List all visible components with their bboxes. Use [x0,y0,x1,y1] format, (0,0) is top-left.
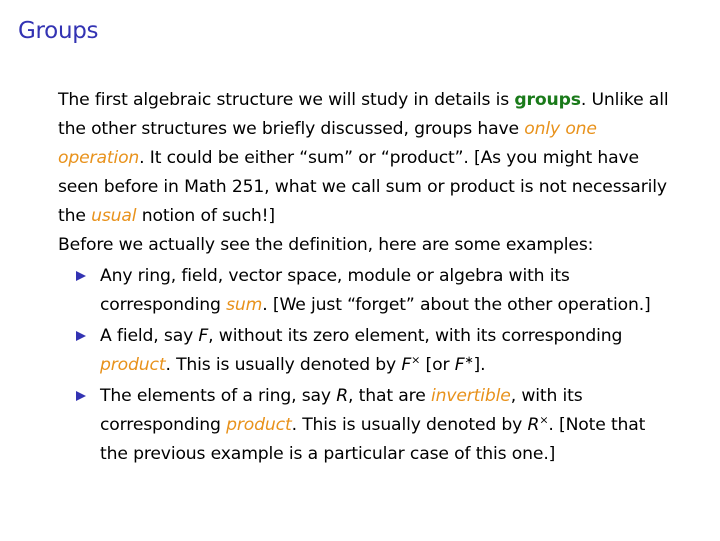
item-text: . [Note that the previous example is a particular case of this one.] [100,415,646,464]
math-symbol: R [527,415,540,435]
item-text: [or [420,355,455,375]
emphasis-one-operation: only one operation [58,119,597,168]
math-symbol: F [401,355,412,375]
item-text: . [We just “forget” about the other operation.] [262,295,651,315]
emphasis-product: product [100,355,166,375]
example-item [58,262,678,320]
item-text: ]. [473,355,486,375]
intro-text: . Unlike all the other structures we briefly discussed, groups have [58,90,669,139]
emphasis-invertible: invertible [430,386,511,406]
triangle-bullet-icon [76,391,86,401]
item-text: Any ring, field, vector space, module or algebra with its corresponding [100,266,570,315]
math-symbol: F [198,326,209,346]
item-text: A field, say [100,326,199,346]
example-list [58,262,678,469]
triangle-bullet-icon [76,271,86,281]
math-superscript: × [411,353,421,367]
intro-text: notion of such!] [136,206,275,226]
triangle-bullet-icon [76,331,86,341]
emphasis-usual: usual [91,206,137,226]
intro-paragraph [58,86,678,231]
example-item [58,382,678,469]
emphasis-product: product [226,415,292,435]
math-superscript: ∗ [464,353,474,367]
intro-text: The first algebraic structure we will study in details is [58,90,515,110]
item-text: , with its corresponding [100,386,583,435]
intro-text: . It could be either “sum” or “product”. [As you might have seen before in Math 251, what we call sum or product is not necessarily the [58,148,667,226]
item-text: . This is usually denoted by [165,355,402,375]
math-symbol: F [454,355,465,375]
example-item [58,322,678,380]
item-text: . This is usually denoted by [291,415,528,435]
slide-title: Groups [18,18,99,44]
item-text: The elements of a ring, say [100,386,337,406]
math-symbol: R [336,386,349,406]
lead-sentence: Before we actually see the definition, here are some examples: [58,235,594,255]
item-text: , without its zero element, with its corresponding [208,326,623,346]
math-superscript: × [539,413,549,427]
term-groups: groups [514,90,581,110]
item-text: , that are [348,386,431,406]
emphasis-sum: sum [226,295,263,315]
slide-content [58,86,678,469]
